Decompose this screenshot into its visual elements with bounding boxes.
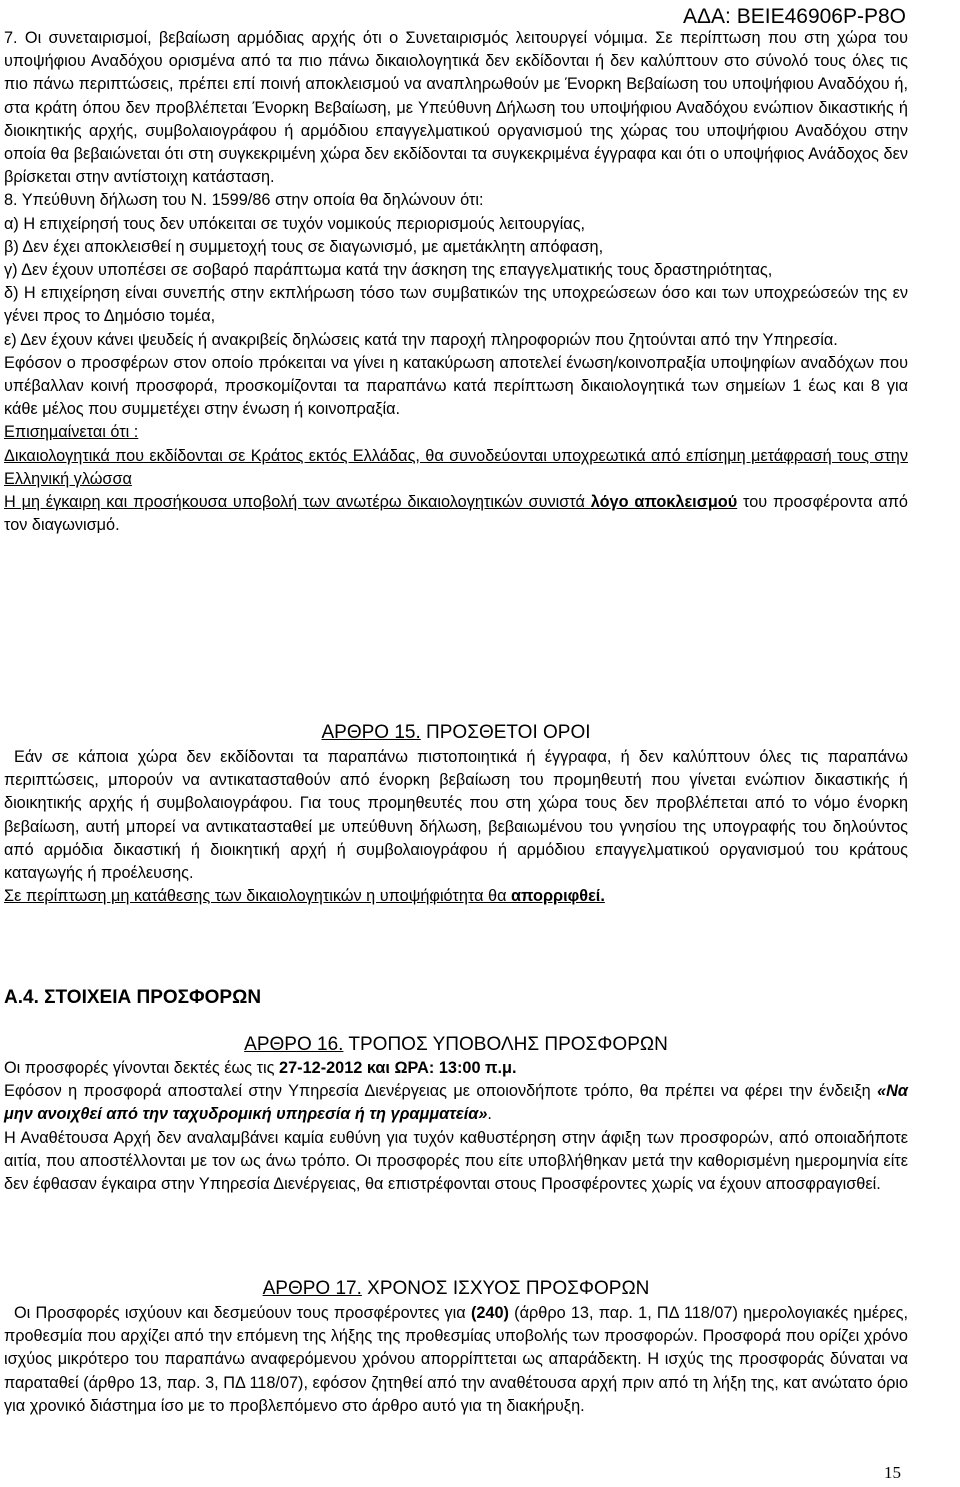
deadline-date: 27-12-2012 και ΩΡΑ: 13:00 π.μ.: [279, 1059, 517, 1077]
article-15-paragraph: Εάν σε κάποια χώρα δεν εκδίδονται τα παραπάνω πιστοποιητικά ή έγγραφα, ή δεν καλύπτουν όλες τις παραπάνω περιπτώσεις, μπορούν να αντικατασταθούν από ένορκη βεβαίωση του προμηθευτή που γίνεται ενώπιον δικαστικής ή διοικητικής αρχής ή συμβολαιογράφου. Για τους προμηθευτές που στη χώρα τους δεν προβλέπεται από το νόμο ένορκη βεβαίωση, αυτή μπορεί να αντικατασταθεί με υπεύθυνη δήλωση, βεβαιωμένου του γνησίου της υπογραφής του δηλούντος από αρμόδια δικαστική ή διοικητική αρχή ή συμβολαιογράφου ή αρμόδιου επαγγελματικού οργανισμού του κράτους καταγωγής ή προέλευσης.: [4, 748, 908, 883]
exclusion-bold: λόγο αποκλεισμού: [590, 493, 738, 512]
article-16-body: [4, 1057, 908, 1196]
article-16-deadline: [4, 1057, 908, 1080]
validity-rest: (άρθρο 13, παρ. 1, ΠΔ 118/07) ημερολογιακές ημέρες, προθεσμία που αρχίζει από την επόμενη της λήξης της προθεσμίας υποβολής των προσφορών. Προσφορά που ορίζει χρόνο ισχύος μικρότερο του παραπάνω αναφερόμενου χρόνου απορρίπτεται ως απαράδεκτη. Η ισχύς της προσφοράς δύναται να παραταθεί (άρθρο 13, παρ. 3, ΠΔ 118/07), εφόσον ζητηθεί από την αναθέτουσα αρχή πριν από τη λήξη της, κατ ανώτατο όριο για χρονικό διάστημα ίσο με το προβλεπόμενο στο άρθρο αυτό για τη διακήρυξη.: [4, 1304, 908, 1415]
marking-end: .: [487, 1105, 492, 1124]
article-17-paragraph: [4, 1302, 908, 1418]
section-a4-heading: Α.4. ΣΤΟΙΧΕΙΑ ΠΡΟΣΦΟΡΩΝ: [4, 987, 262, 1008]
paragraph-exclusion: [4, 491, 908, 537]
list-item-e: ε) Δεν έχουν κάνει ψευδείς ή ανακριβείς δηλώσεις κατά την παροχή πληροφοριών που ζητούνται από την Υπηρεσία.: [4, 330, 838, 349]
article-17-heading: [4, 1276, 908, 1302]
list-item-c: γ) Δεν έχουν υποπέσει σε σοβαρό παράπτωμα κατά την άσκηση της επαγγελματικής τους δραστηριότητας,: [4, 261, 773, 280]
article-15-body: [4, 746, 908, 908]
validity-days: (240): [470, 1304, 509, 1322]
article-15-rejection: [4, 885, 908, 908]
article-17-number: ΑΡΘΡΟ 17.: [262, 1278, 362, 1299]
article-15-heading: [4, 720, 908, 746]
article-15-title: ΠΡΟΣΘΕΤΟΙ ΟΡΟΙ: [420, 722, 591, 743]
paragraph-cooperatives: 7. Οι συνεταιρισμοί, βεβαίωση αρμόδιας αρχής ότι ο Συνεταιρισμός λειτουργεί νόμιμα. Σε περίπτωση που στη χώρα του υποψήφιου Αναδόχου ορισμένα από τα πιο πάνω δικαιολογητικά δεν εκδίδονται ή δεν καλύπτουν στο σύνολό τους όλες τις πιο πάνω περιπτώσεις, πρέπει επί ποινή αποκλεισμού να αναπληρωθούν με Ένορκη Βεβαίωση του υποψήφιου Αναδόχου ή, στα κράτη όπου δεν προβλέπεται Ένορκη Βεβαίωση, με Υπεύθυνη Δήλωση του υποψήφιου Αναδόχου ενώπιον δικαστικής ή διοικητικής αρχής, συμβολαιογράφου ή αρμόδιου επαγγελματικού οργανισμού της χώρας του υποψήφιου Αναδόχου στην οποία θα βεβαιώνεται ότι στη συγκεκριμένη χώρα δεν εκδίδονται τα συγκεκριμένα έγγραφα και ότι ο υποψήφιος Ανάδοχος δεν βρίσκεται στην αντίστοιχη κατάσταση.: [4, 29, 908, 187]
exclusion-text: Η μη έγκαιρη και προσήκουσα υποβολή των ανωτέρω δικαιολογητικών συνιστά: [4, 493, 591, 512]
article-15-number: ΑΡΘΡΟ 15.: [321, 722, 421, 743]
rejection-text: Σε περίπτωση μη κατάθεσης των δικαιολογητικών η υποψήφιότητα θα: [4, 887, 511, 906]
validity-text: Οι Προσφορές ισχύουν και δεσμεύουν τους προσφέροντες για: [14, 1304, 471, 1322]
article-17-body: [4, 1302, 908, 1418]
article-16-marking: [4, 1080, 908, 1126]
page-number: 15: [884, 1463, 901, 1482]
list-item-b: β) Δεν έχει αποκλεισθεί η συμμετοχή τους σε διαγωνισμό, με αμετάκλητη απόφαση,: [4, 237, 604, 256]
list-item-d: δ) Η επιχείρηση είναι συνεπής στην εκπλήρωση τόσο των συμβατικών της υποχρεώσεων όσο και των υποχρεώσεών της εν γένει προς το Δημόσιο τομέα,: [4, 284, 908, 326]
rejection-bold: απορριφθεί.: [511, 887, 605, 906]
paragraph-joint-venture: Εφόσον ο προσφέρων στον οποίο πρόκειται να γίνει η κατακύρωση αποτελεί ένωση/κοινοπραξία υποψηφίων αναδόχων που υπέβαλλαν κοινή προσφορά, προσκομίζονται τα παραπάνω κατά περίπτωση δικαιολογητικά των σημείων 1 έως και 8 για κάθε μέλος που συμμετέχει στην ένωση ή κοινοπραξία.: [4, 353, 908, 419]
article-17-title: ΧΡΟΝΟΣ ΙΣΧΥΟΣ ΠΡΟΣΦΟΡΩΝ: [361, 1278, 650, 1299]
deadline-text: Οι προσφορές γίνονται δεκτές έως τις: [4, 1059, 280, 1077]
paragraph-translation: Δικαιολογητικά που εκδίδονται σε Κράτος εκτός Ελλάδας, θα συνοδεύονται υποχρεωτικά από επίσημη μετάφρασή τους στην Ελληνική γλώσσα: [4, 446, 908, 488]
paragraph-note-label: Επισημαίνεται ότι :: [4, 423, 139, 442]
list-item-a: α) Η επιχείρησή τους δεν υπόκειται σε τυχόν νομικούς περιορισμούς λειτουργίας,: [4, 214, 586, 233]
marking-text: Εφόσον η προσφορά αποσταλεί στην Υπηρεσία Διενέργειας με οποιονδήποτε τρόπο, θα πρέπει να φέρει την ένδειξη: [4, 1082, 878, 1101]
article-16-liability: Η Αναθέτουσα Αρχή δεν αναλαμβάνει καμία ευθύνη για τυχόν καθυστέρηση στην άφιξη των προσφορών, από οποιαδήποτε αιτία, που αποστέλλονται με τον ως άνω τρόπο. Οι προσφορές που είτε υποβλήθηκαν μετά την καθορισμένη ημερομηνία είτε δεν έφθασαν έγκαιρα στην Υπηρεσία Διενέργειας, θα επιστρέφονται στους Προσφέροντες χωρίς να έχουν αποσφραγισθεί.: [4, 1128, 908, 1194]
article-16-title: ΤΡΟΠΟΣ ΥΠΟΒΟΛΗΣ ΠΡΟΣΦΟΡΩΝ: [343, 1034, 668, 1055]
exclusion-tail: του προσφέροντα από τον διαγωνισμό.: [4, 493, 908, 535]
ada-code: ΑΔΑ: ΒΕΙΕ46906Ρ-Ρ8Ο: [683, 5, 906, 28]
marking-label: «Να μην ανοιχθεί από την ταχυδρομική υπηρεσία ή τη γραμματεία»: [4, 1082, 908, 1124]
article-16-heading: [4, 1032, 908, 1058]
paragraph-declaration: 8. Υπεύθυνη δήλωση του Ν. 1599/86 στην οποία θα δηλώνουν ότι:: [4, 191, 484, 210]
requirements-block: [4, 27, 908, 537]
article-16-number: ΑΡΘΡΟ 16.: [244, 1034, 344, 1055]
